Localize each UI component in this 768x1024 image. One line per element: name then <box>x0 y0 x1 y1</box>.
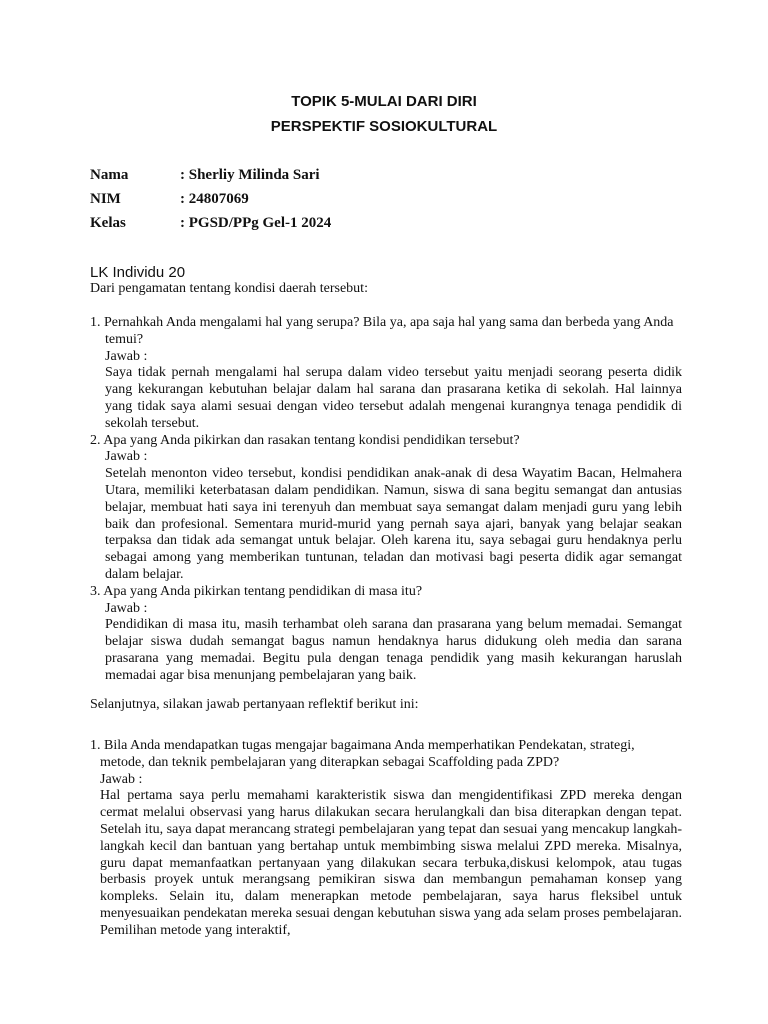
reflective-question-1: 1. Bila Anda mendapatkan tugas mengajar bagaimana Anda memperhatikan Pendekatan, strategi, metode, dan teknik pembelajaran yang diterapkan sebagai Scaffolding pada ZPD? <box>90 738 635 770</box>
reflective-intro-text: Selanjutnya, silakan jawab pertanyaan reflektif berikut ini: <box>90 697 419 712</box>
identity-value: : Sherliy Milinda Sari <box>180 167 320 183</box>
answer-3: Pendidikan di masa itu, masih terhambat oleh sarana dan prasarana yang belum memadai. Semangat belajar siswa dudah semangat bagus namun hendaknya harus didukung oleh media dan sarana prasarana yang memadai. Begitu pula dengan tenaga pendidik yang masih kekurangan haruslah memadai agar bisa menunjang pembelajaran yang baik. <box>105 617 682 683</box>
reflective-intro <box>90 697 682 714</box>
reflective-answer-1: Hal pertama saya perlu memahami karakteristik siswa dan mengidentifikasi ZPD mereka dengan cermat melalui observasi yang harus dilakukan secara herulangkali dan bisa diterapkan dengan tepat. Setelah itu, saya dapat merancang strategi pembelajaran yang tepat dan sesuai yang mencakup langkah-langkah kecil dan bantuan yang bertahap untuk membimbing siswa melalui ZPD mereka. Misalnya, guru dapat memanfaatkan pertanyaan yang dilakukan secara terbuka,diskusi kelompok, atau tugas berbasis proyek untuk merangsang pemikiran siswa dan membangun pemahaman konsep yang kompleks. Selain itu, dalam menerapkan metode pembelajaran, saya harus fleksibel untuk menyesuaikan pendekatan mereka sesuai dengan kebutuhan siswa yang ada selam proses pembelajaran. Pemilihan metode yang interaktif, <box>100 788 682 938</box>
lk-title: LK Individu 20 <box>90 264 186 281</box>
jawab-label-1: Jawab : <box>105 348 148 364</box>
identity-label: Nama <box>90 167 129 183</box>
identity-label: NIM <box>90 191 121 207</box>
identity-row-nama <box>90 167 320 184</box>
question-2: 2. Apa yang Anda pikirkan dan rasakan tentang kondisi pendidikan tersebut? <box>90 432 520 448</box>
intro-paragraph: Dari pengamatan tentang kondisi daerah tersebut: <box>90 281 368 296</box>
document-subtitle: PERSPEKTIF SOSIOKULTURAL <box>270 118 498 135</box>
identity-value: : PGSD/PPg Gel-1 2024 <box>180 215 332 231</box>
intro-text <box>90 281 682 298</box>
answer-2: Setelah menonton video tersebut, kondisi pendidikan anak-anak di desa Wayatim Bacan, Helmahera Utara, memiliki keterbatasan dalam pendidikan. Namun, siswa di sana begitu semangat dan antusias belajar, membuat hati saya ini terenyuh dan membuat saya semangat dalam menjadi guru yang lebih baik dan profesional. Sementara murid-murid yang pernah saya ajari, banyak yang belajar seakan terpaksa dan tidak ada semangat untuk belajar. Oleh karena itu, saya sebagai guru hendaknya perlu sebagai among yang memberikan tuntunan, teladan dan motivasi bagi peserta didik agar semangat dalam belajar. <box>105 466 682 582</box>
identity-row-kelas <box>90 215 331 232</box>
reflective-section <box>90 738 682 940</box>
answer-1: Saya tidak pernah mengalami hal serupa dalam video tersebut yaitu menjadi seorang peserta didik yang kekurangan kebutuhan belajar dalam hal sarana dan prasarana ketika di sekolah. Hal lainnya yang tidak saya alami sesuai dengan video tersebut adalah mengenai kurangnya tenaga pendidik di sekolah tersebut. <box>105 365 682 431</box>
identity-value: : 24807069 <box>180 191 249 207</box>
identity-row-nim <box>90 191 249 208</box>
questions-section <box>90 315 682 685</box>
jawab-label-3: Jawab : <box>105 600 148 616</box>
document-title: TOPIK 5-MULAI DARI DIRI <box>291 93 477 110</box>
question-1: 1. Pernahkah Anda mengalami hal yang serupa? Bila ya, apa saja hal yang sama dan berbeda yang Anda temui? <box>90 315 674 347</box>
jawab-label-2: Jawab : <box>105 449 148 465</box>
reflective-jawab-label-1: Jawab : <box>100 771 143 787</box>
identity-label: Kelas <box>90 215 126 231</box>
question-3: 3. Apa yang Anda pikirkan tentang pendidikan di masa itu? <box>90 583 423 599</box>
